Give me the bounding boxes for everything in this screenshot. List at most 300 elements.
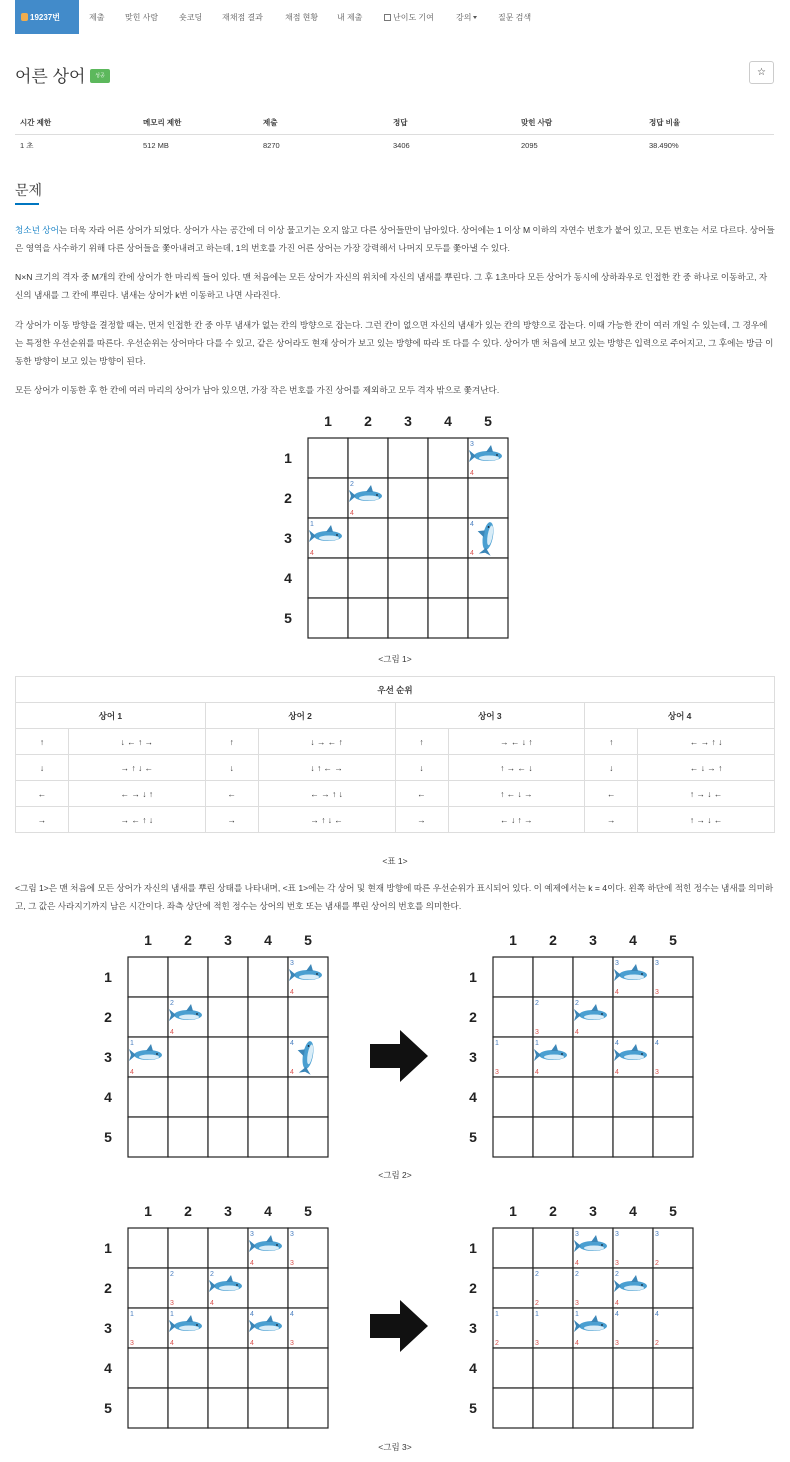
column-label: 2 <box>364 413 372 429</box>
row-label: 3 <box>469 1320 477 1336</box>
shark-number: 3 <box>655 960 659 967</box>
grid-cell <box>493 1268 533 1308</box>
grid-cell <box>613 1228 653 1268</box>
row-label: 1 <box>469 1240 477 1256</box>
grid-cell <box>533 1308 573 1348</box>
row-label: 5 <box>469 1400 477 1416</box>
column-label: 1 <box>144 932 152 948</box>
shark-number: 4 <box>250 1311 254 1318</box>
priority-title: 우선 순위 <box>16 677 775 703</box>
column-label: 1 <box>509 1203 517 1219</box>
grid-cell <box>168 1228 208 1268</box>
problem-paragraph: 각 상어가 이동 방향을 결정할 때는, 먼저 인접한 칸 중 아무 냄새가 없는 칸의 방향으로 잡는다. 그런 칸이 없으면 자신의 냄새가 있는 칸의 방향으로 잡는다. 이때 가능한 칸이 여러 개일 수 있는데, 그 경우에는 특정한 우선순위를 따른다. 우선순위는 상어마다 다를 수 있고, 같은 상어라도 현재 상어가 보고 있는 방향에 따라 또 다를 수 있다. 상어가 맨 처음에 보고 있는 방향은 입력으로 주어지고, 그 후에는 방금 이동한 방향이 보고 있는 방향이 된다. <box>15 320 774 366</box>
priority-cell: ↑ ← ↓ → <box>448 781 585 807</box>
priority-cell: → ← ↑ ↓ <box>69 807 206 833</box>
row-label: 2 <box>469 1280 477 1296</box>
shark-number: 2 <box>170 1271 174 1278</box>
grid-cell <box>388 438 428 478</box>
caret-down-icon <box>473 16 477 19</box>
grid-cell <box>573 1348 613 1388</box>
shark-number: 1 <box>170 1311 174 1318</box>
section-title: 문제 <box>15 182 43 198</box>
column-label: 4 <box>444 413 452 429</box>
smell-value: 3 <box>655 989 659 996</box>
smell-value: 4 <box>250 1340 254 1347</box>
grid-cell <box>208 1308 248 1348</box>
grid-cell <box>428 558 468 598</box>
shark-number: 3 <box>575 1231 579 1238</box>
column-label: 4 <box>264 1203 272 1219</box>
grid-cell <box>653 1037 693 1077</box>
row-label: 1 <box>104 969 112 985</box>
grid-cell <box>428 438 468 478</box>
nav-qna[interactable]: 질문 검색 <box>498 13 532 22</box>
grid-cell <box>308 478 348 518</box>
right-arrow-icon <box>370 1300 430 1352</box>
column-label: 3 <box>404 413 412 429</box>
column-label: 1 <box>144 1203 152 1219</box>
priority-cell: ↓ → ← ↑ <box>258 729 395 755</box>
info-header: 정답 비율 <box>644 111 774 134</box>
nav-difficulty[interactable]: 난이도 기여 <box>384 0 434 34</box>
smell-value: 4 <box>130 1069 134 1076</box>
column-label: 3 <box>224 932 232 948</box>
grid-cell <box>128 957 168 997</box>
smell-value: 4 <box>470 550 474 557</box>
direction-cell: ← <box>395 781 448 807</box>
problem-paragraph: <그림 1>은 맨 처음에 모든 상어가 자신의 냄새를 뿌린 상태를 나타내며, <표 1>에는 각 상어 및 현재 방향에 따른 우선순위가 표시되어 있다. 이 예제에서는 k = 4이다. 왼쪽 하단에 적힌 정수는 냄새를 의미하고, 그 값은 사라지기까지 남은 시간이다. 좌측 상단에 적힌 정수는 상어의 번호 또는 냄새를 뿌린 상어의 번호를 의미한다. <box>15 883 774 911</box>
grid-cell <box>248 1037 288 1077</box>
grid-cell <box>308 438 348 478</box>
priority-cell: ← → ↓ ↑ <box>69 781 206 807</box>
shark-number: 2 <box>210 1271 214 1278</box>
smell-value: 2 <box>535 1300 539 1307</box>
smell-value: 3 <box>615 1260 619 1267</box>
grid-cell <box>428 598 468 638</box>
grid-cell <box>288 1348 328 1388</box>
row-label: 3 <box>104 1320 112 1336</box>
shark-number: 4 <box>470 521 474 528</box>
smell-value: 4 <box>535 1069 539 1076</box>
grid-cell <box>493 957 533 997</box>
grid-cell <box>288 1117 328 1157</box>
figure-1 <box>270 408 520 640</box>
column-label: 4 <box>629 932 637 948</box>
smell-value: 4 <box>210 1300 214 1307</box>
direction-cell: ↑ <box>205 729 258 755</box>
info-value: 8270 <box>263 140 280 150</box>
shark-number: 3 <box>655 1231 659 1238</box>
row-label: 2 <box>104 1009 112 1025</box>
nav-shortcoding[interactable]: 숏코딩 <box>179 13 203 22</box>
grid-cell <box>493 1117 533 1157</box>
row-label: 4 <box>104 1360 112 1376</box>
shark-number: 4 <box>615 1311 619 1318</box>
grid-cell <box>493 1308 533 1348</box>
grid-cell <box>288 1388 328 1428</box>
shark-number: 1 <box>535 1040 539 1047</box>
shark-number: 1 <box>535 1311 539 1318</box>
row-label: 2 <box>284 490 292 506</box>
shark-number: 3 <box>615 1231 619 1238</box>
grid-cell <box>208 997 248 1037</box>
row-label: 5 <box>284 610 292 626</box>
grid-cell <box>208 1077 248 1117</box>
info-value: 2095 <box>521 140 538 150</box>
smell-value: 3 <box>535 1340 539 1347</box>
grid-cell <box>288 1228 328 1268</box>
grid-cell <box>388 518 428 558</box>
grid-cell <box>613 1348 653 1388</box>
shark-header: 상어 4 <box>585 703 775 729</box>
info-header: 정답 <box>388 111 516 134</box>
grid-cell <box>208 1117 248 1157</box>
nav-rejudge[interactable]: 재채점 결과 <box>222 13 263 22</box>
column-label: 3 <box>589 1203 597 1219</box>
shark-number: 4 <box>655 1040 659 1047</box>
column-label: 1 <box>509 932 517 948</box>
shark-number: 1 <box>310 521 314 528</box>
smell-value: 2 <box>495 1340 499 1347</box>
column-label: 5 <box>304 932 312 948</box>
priority-row <box>16 781 775 807</box>
grid-cell <box>533 1077 573 1117</box>
grid-cell <box>128 1348 168 1388</box>
grid-cell <box>168 1268 208 1308</box>
priority-cell: ↓ ← ↑ → <box>69 729 206 755</box>
grid-cell <box>653 1117 693 1157</box>
shark-number: 3 <box>250 1231 254 1238</box>
direction-cell: ← <box>16 781 69 807</box>
direction-cell: → <box>395 807 448 833</box>
nav-my-submit[interactable]: 내 제출 <box>337 13 363 22</box>
figure-caption: <그림 2> <box>378 1170 412 1180</box>
grid-cell <box>388 598 428 638</box>
shark-number: 4 <box>655 1311 659 1318</box>
grid-cell <box>248 1348 288 1388</box>
smell-value: 4 <box>470 470 474 477</box>
grid-cell <box>533 1228 573 1268</box>
priority-cell: ← → ↑ ↓ <box>258 781 395 807</box>
grid-cell <box>208 1228 248 1268</box>
smell-value: 3 <box>170 1300 174 1307</box>
smell-value: 4 <box>170 1340 174 1347</box>
shark-number: 4 <box>290 1040 294 1047</box>
grid-cell <box>388 558 428 598</box>
row-label: 2 <box>469 1009 477 1025</box>
grid-cell <box>573 957 613 997</box>
shark-number: 2 <box>170 1000 174 1007</box>
shark-number: 3 <box>615 960 619 967</box>
grid-cell <box>493 1388 533 1428</box>
row-label: 4 <box>469 1089 477 1105</box>
badge-icon <box>21 13 28 21</box>
shark-number: 1 <box>130 1040 134 1047</box>
grid-cell <box>308 558 348 598</box>
column-label: 4 <box>264 932 272 948</box>
grid-cell <box>128 1077 168 1117</box>
column-label: 2 <box>549 932 557 948</box>
grid-cell <box>493 1228 533 1268</box>
smell-value: 3 <box>535 1029 539 1036</box>
grid-cell <box>128 1388 168 1428</box>
priority-cell: ↑ → ← ↓ <box>448 755 585 781</box>
shark-number: 1 <box>575 1311 579 1318</box>
smell-value: 4 <box>615 1300 619 1307</box>
priority-row <box>16 755 775 781</box>
grid-cell <box>248 1117 288 1157</box>
grid-cell <box>308 598 348 638</box>
priority-cell: → ↑ ↓ ← <box>69 755 206 781</box>
grid-cell <box>168 1117 208 1157</box>
shark-number: 3 <box>470 441 474 448</box>
direction-cell: → <box>585 807 638 833</box>
grid-cell <box>653 1077 693 1117</box>
shark-number: 2 <box>575 1271 579 1278</box>
grid-cell <box>208 957 248 997</box>
grid-cell <box>128 1268 168 1308</box>
shark-number: 3 <box>290 1231 294 1238</box>
grid-cell <box>288 997 328 1037</box>
shark-number: 1 <box>495 1040 499 1047</box>
smell-value: 3 <box>495 1069 499 1076</box>
grid-cell <box>653 1388 693 1428</box>
priority-cell: ← ↓ → ↑ <box>638 755 775 781</box>
smell-value: 3 <box>615 1340 619 1347</box>
row-label: 5 <box>469 1129 477 1145</box>
info-header: 시간 제한 <box>15 111 138 134</box>
smell-value: 4 <box>350 510 354 517</box>
smell-value: 4 <box>310 550 314 557</box>
column-label: 3 <box>224 1203 232 1219</box>
grid-cell <box>248 957 288 997</box>
direction-cell: ↑ <box>16 729 69 755</box>
grid-cell <box>428 478 468 518</box>
grid-cell <box>653 1348 693 1388</box>
grid-cell <box>653 997 693 1037</box>
column-label: 4 <box>629 1203 637 1219</box>
smell-value: 4 <box>615 989 619 996</box>
figure-caption: <그림 1> <box>378 654 412 664</box>
row-label: 4 <box>284 570 292 586</box>
grid-cell <box>128 1308 168 1348</box>
column-label: 2 <box>549 1203 557 1219</box>
nav-status[interactable]: 채점 현황 <box>285 13 319 22</box>
shark-header: 상어 3 <box>395 703 585 729</box>
shark-number: 3 <box>290 960 294 967</box>
shark-number: 4 <box>615 1040 619 1047</box>
smell-value: 4 <box>290 989 294 996</box>
top-nav <box>0 0 790 36</box>
grid-cell <box>468 478 508 518</box>
shark-header: 상어 1 <box>16 703 206 729</box>
column-label: 5 <box>669 932 677 948</box>
grid-cell <box>493 997 533 1037</box>
grid-cell <box>653 957 693 997</box>
priority-cell: ↑ → ↓ ← <box>638 807 775 833</box>
direction-cell: ↓ <box>16 755 69 781</box>
figure-2-before <box>90 927 340 1159</box>
grid-cell <box>533 1388 573 1428</box>
figure-2-after <box>455 927 705 1159</box>
row-label: 4 <box>104 1089 112 1105</box>
section-underline <box>15 203 39 205</box>
grid-cell <box>468 558 508 598</box>
figure-caption: <그림 3> <box>378 1442 412 1452</box>
smell-value: 3 <box>130 1340 134 1347</box>
smell-value: 4 <box>575 1340 579 1347</box>
shark-number: 1 <box>495 1311 499 1318</box>
shark-number: 2 <box>615 1271 619 1278</box>
star-button[interactable]: ☆ <box>749 61 774 84</box>
grid-cell <box>208 1037 248 1077</box>
grid-cell <box>248 1268 288 1308</box>
nav-lecture[interactable]: 강의 <box>456 0 477 34</box>
column-label: 5 <box>304 1203 312 1219</box>
priority-cell: ← → ↑ ↓ <box>638 729 775 755</box>
grid-cell <box>573 1117 613 1157</box>
direction-cell: ↓ <box>395 755 448 781</box>
grid-cell <box>533 1348 573 1388</box>
info-value: 38.490% <box>649 140 679 150</box>
grid-cell <box>613 1077 653 1117</box>
row-label: 3 <box>104 1049 112 1065</box>
grid-cell <box>573 1037 613 1077</box>
problem-paragraph: N×N 크기의 격자 중 M개의 칸에 상어가 한 마리씩 들어 있다. 맨 처음에는 모든 상어가 자신의 위치에 자신의 냄새를 뿌린다. 그 후 1초마다 모든 상어가 동시에 상하좌우로 인접한 칸 중 하나로 이동하고, 자신의 냄새를 그 칸에 뿌린다. 냄새는 상어가 k번 이동하고 나면 사라진다. <box>15 272 768 300</box>
grid-cell <box>348 558 388 598</box>
row-label: 5 <box>104 1400 112 1416</box>
shark-number: 2 <box>535 1271 539 1278</box>
grid-cell <box>493 1348 533 1388</box>
direction-cell: ← <box>585 781 638 807</box>
grid-cell <box>348 518 388 558</box>
column-label: 5 <box>669 1203 677 1219</box>
smell-value: 4 <box>250 1260 254 1267</box>
smell-value: 2 <box>655 1260 659 1267</box>
smell-value: 4 <box>290 1069 294 1076</box>
smell-value: 3 <box>575 1300 579 1307</box>
table-caption: <표 1> <box>382 856 408 866</box>
priority-cell: ← ↓ ↑ → <box>448 807 585 833</box>
grid-cell <box>348 598 388 638</box>
direction-cell: → <box>16 807 69 833</box>
grid-cell <box>613 1308 653 1348</box>
grid-cell <box>348 438 388 478</box>
grid-cell <box>168 1037 208 1077</box>
priority-table <box>15 676 775 833</box>
grid-cell <box>128 1117 168 1157</box>
grid-cell <box>573 1388 613 1428</box>
grid-cell <box>208 1388 248 1428</box>
priority-row <box>16 729 775 755</box>
grid-cell <box>128 1228 168 1268</box>
smell-value: 4 <box>170 1029 174 1036</box>
priority-cell: ↑ → ↓ ← <box>638 781 775 807</box>
grid-cell <box>533 957 573 997</box>
figure-3-before <box>90 1198 340 1430</box>
direction-cell: ↑ <box>395 729 448 755</box>
info-value: 1 초 <box>20 140 34 150</box>
grid-cell <box>493 1037 533 1077</box>
grid-cell <box>468 598 508 638</box>
grid-cell <box>168 1348 208 1388</box>
row-label: 5 <box>104 1129 112 1145</box>
grid-cell <box>168 1388 208 1428</box>
column-label: 2 <box>184 1203 192 1219</box>
grid-cell <box>128 997 168 1037</box>
smell-value: 4 <box>575 1260 579 1267</box>
priority-row <box>16 807 775 833</box>
grid-cell <box>248 997 288 1037</box>
grid-cell <box>388 478 428 518</box>
grid-cell <box>533 1268 573 1308</box>
priority-cell: → ↑ ↓ ← <box>258 807 395 833</box>
smell-value: 3 <box>290 1340 294 1347</box>
direction-cell: ↓ <box>205 755 258 781</box>
grid-cell <box>168 957 208 997</box>
page-title: 어른 상어 <box>15 67 86 86</box>
grid-cell <box>248 1077 288 1117</box>
info-value: 512 MB <box>143 140 169 150</box>
info-header: 맞힌 사람 <box>516 111 644 134</box>
grid-cell <box>168 1077 208 1117</box>
grid-cell <box>288 1077 328 1117</box>
right-arrow-icon <box>370 1030 430 1082</box>
info-header: 메모리 제한 <box>138 111 258 134</box>
priority-cell: → ← ↓ ↑ <box>448 729 585 755</box>
shark-number: 2 <box>535 1000 539 1007</box>
grid-cell <box>493 1077 533 1117</box>
column-label: 3 <box>589 932 597 948</box>
grid-cell <box>653 1228 693 1268</box>
row-label: 1 <box>104 1240 112 1256</box>
nav-problem-number[interactable]: 19237번 <box>15 0 79 34</box>
row-label: 3 <box>284 530 292 546</box>
shark-number: 2 <box>350 481 354 488</box>
info-value: 3406 <box>393 140 410 150</box>
shark-header: 상어 2 <box>205 703 395 729</box>
grid-cell <box>613 1117 653 1157</box>
row-label: 1 <box>284 450 292 466</box>
external-link-icon <box>384 14 391 21</box>
grid-cell <box>208 1348 248 1388</box>
problem-paragraph: 청소년 상어는 더욱 자라 어른 상어가 되었다. 상어가 사는 공간에 더 이상 물고기는 오지 않고 다른 상어들만이 남아있다. 상어에는 1 이상 M 이하의 자연수 번호가 붙어 있고, 모든 번호는 서로 다르다. 상어들은 영역을 사수하기 위해 다른 상어들을 쫓아내려고 하는데, 1의 번호를 가진 어른 상어는 가장 강력해서 나머지 모두를 쫓아낼 수 있다. <box>15 225 775 253</box>
smell-value: 3 <box>655 1069 659 1076</box>
nav-submit[interactable]: 제출 <box>89 13 105 22</box>
grid-cell <box>613 997 653 1037</box>
direction-cell: ↑ <box>585 729 638 755</box>
smell-value: 4 <box>575 1029 579 1036</box>
direction-cell: ↓ <box>585 755 638 781</box>
row-label: 1 <box>469 969 477 985</box>
shark-number: 1 <box>130 1311 134 1318</box>
grid-cell <box>288 1308 328 1348</box>
nav-solvers[interactable]: 맞힌 사람 <box>125 13 159 22</box>
column-label: 5 <box>484 413 492 429</box>
figure-3-after <box>455 1198 705 1430</box>
direction-cell: ← <box>205 781 258 807</box>
priority-cell: ↓ ↑ ← → <box>258 755 395 781</box>
smell-value: 4 <box>615 1069 619 1076</box>
grid-cell <box>613 1388 653 1428</box>
success-badge: 성공 <box>90 69 110 83</box>
related-problem-link[interactable]: 청소년 상어 <box>15 225 59 235</box>
grid-cell <box>428 518 468 558</box>
problem-info-table <box>15 111 774 156</box>
grid-cell <box>653 1308 693 1348</box>
grid-cell <box>533 1117 573 1157</box>
info-header: 제출 <box>258 111 388 134</box>
